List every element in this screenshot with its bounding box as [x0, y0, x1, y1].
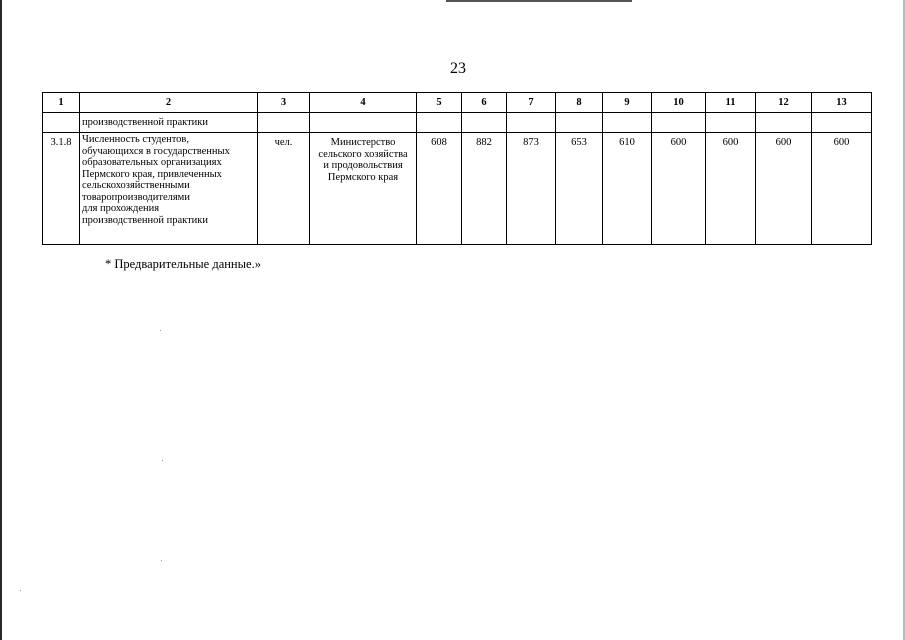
column-number: 3 — [258, 93, 310, 113]
column-number: 13 — [812, 93, 872, 113]
column-number: 11 — [706, 93, 756, 113]
value-cell: 873 — [507, 133, 556, 245]
value-cell: 600 — [652, 133, 706, 245]
table-cell — [507, 113, 556, 133]
value-cell: 600 — [756, 133, 812, 245]
indicator-name-line: Пермского края, привлеченных — [82, 168, 222, 180]
row-code: 3.1.8 — [43, 133, 80, 245]
scan-left-edge — [0, 0, 2, 640]
column-number: 8 — [556, 93, 603, 113]
value-cell: 600 — [812, 133, 872, 245]
column-number: 2 — [80, 93, 258, 113]
indicator-name-line: обучающихся в государственных — [82, 145, 230, 157]
table-cell — [812, 113, 872, 133]
top-rule — [446, 0, 632, 2]
responsible-org — [310, 133, 417, 245]
indicator-name-line: Численность студентов, — [82, 134, 190, 145]
continuation-text: производственной практики — [80, 113, 258, 133]
value-cell: 653 — [556, 133, 603, 245]
table-cell — [556, 113, 603, 133]
indicator-name-line: производственной практики — [82, 214, 209, 226]
scan-speck — [20, 590, 21, 591]
scan-speck — [162, 460, 163, 461]
table-cell — [706, 113, 756, 133]
continuation-row — [43, 113, 872, 133]
indicator-name — [80, 133, 258, 245]
indicator-name-line: образовательных организациях — [82, 157, 222, 168]
indicator-name-line: сельскохозяйственными — [82, 180, 190, 191]
indicator-table — [42, 92, 872, 245]
column-number: 10 — [652, 93, 706, 113]
column-number: 1 — [43, 93, 80, 113]
page-number: 23 — [450, 60, 466, 77]
table-cell — [756, 113, 812, 133]
scan-speck — [160, 330, 161, 331]
column-number: 9 — [603, 93, 652, 113]
responsible-org-line: Министерство — [330, 137, 396, 148]
column-number-row — [43, 93, 872, 113]
unit-cell: чел. — [258, 133, 310, 245]
table-cell — [417, 113, 462, 133]
value-cell: 608 — [417, 133, 462, 245]
footnote: * Предварительные данные.» — [105, 257, 261, 271]
table-cell — [310, 113, 417, 133]
responsible-org-line: и продовольствия — [323, 160, 403, 171]
column-number: 4 — [310, 93, 417, 113]
value-cell: 610 — [603, 133, 652, 245]
table-cell — [258, 113, 310, 133]
responsible-org-line: сельского хозяйства — [318, 148, 408, 160]
table-cell — [43, 113, 80, 133]
indicator-name-line: товаропроизводителями — [82, 191, 190, 203]
table-cell — [462, 113, 507, 133]
scan-speck — [161, 560, 162, 561]
indicator-name-line: для прохождения — [82, 203, 160, 214]
value-cell: 600 — [706, 133, 756, 245]
value-cell: 882 — [462, 133, 507, 245]
table-cell — [652, 113, 706, 133]
table-cell — [603, 113, 652, 133]
column-number: 12 — [756, 93, 812, 113]
responsible-org-line: Пермского края — [327, 171, 399, 183]
column-number: 6 — [462, 93, 507, 113]
column-number: 7 — [507, 93, 556, 113]
table-row — [43, 133, 872, 245]
column-number: 5 — [417, 93, 462, 113]
